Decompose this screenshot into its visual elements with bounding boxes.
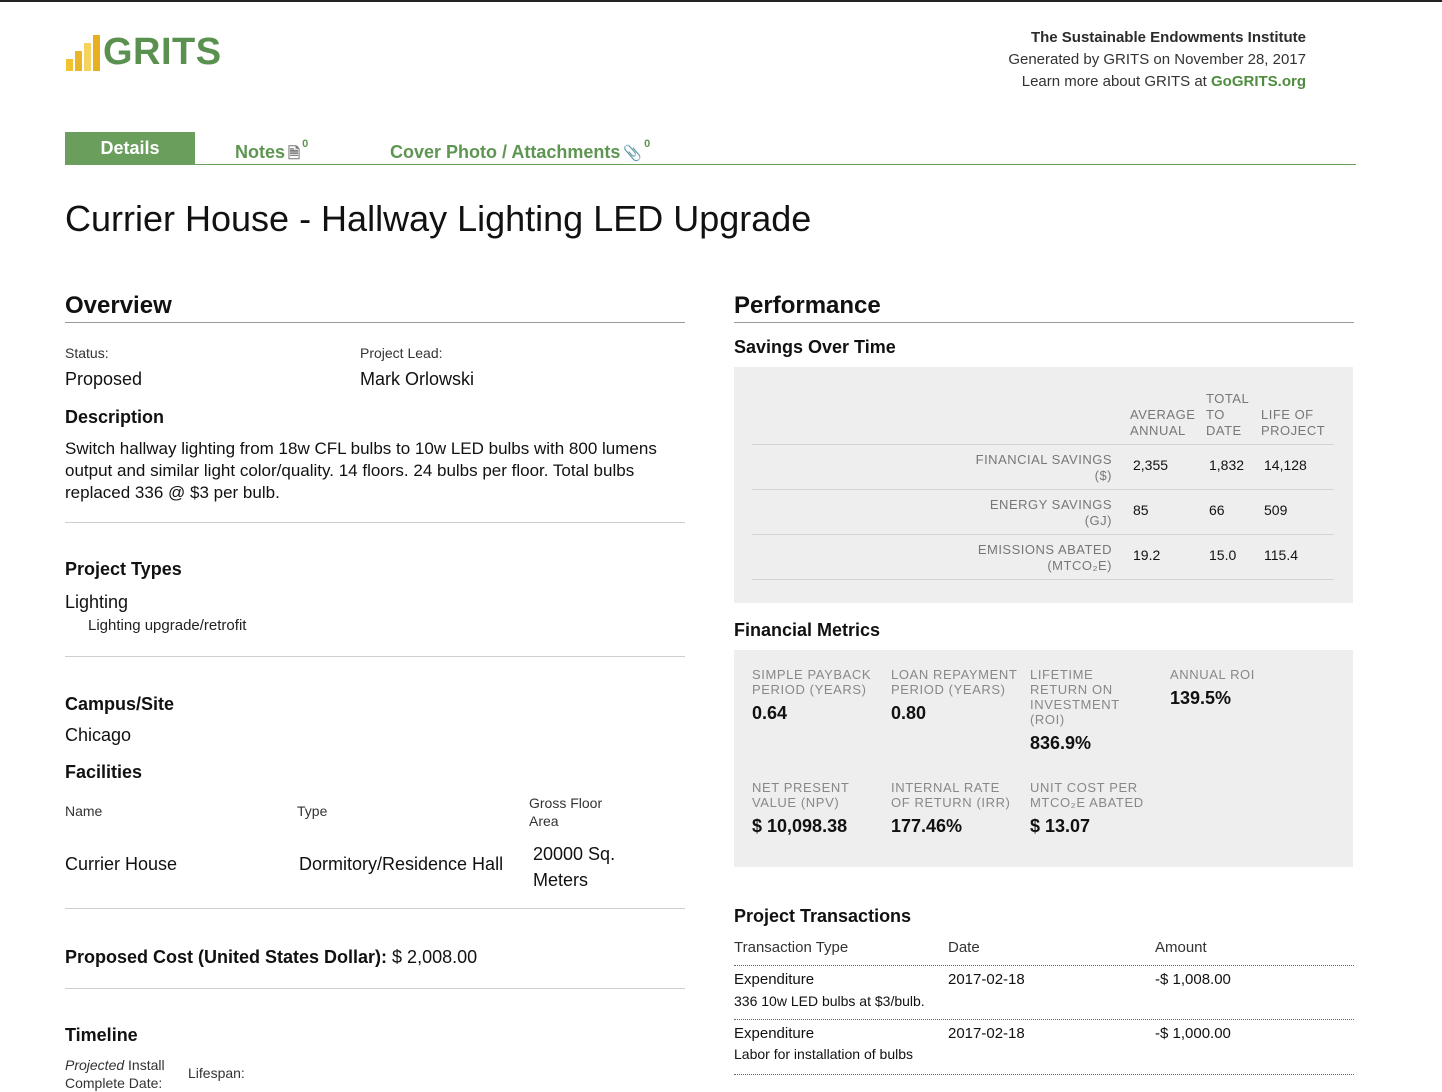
savings-cell: 85: [1133, 502, 1149, 518]
project-subtype: Lighting upgrade/retrofit: [88, 617, 247, 634]
tx-date: 2017-02-18: [948, 1025, 1025, 1042]
page-title: Currier House - Hallway Lighting LED Upgrade: [65, 198, 812, 239]
performance-heading: Performance: [734, 292, 1354, 323]
campus-heading: Campus/Site: [65, 694, 175, 714]
overview-heading: Overview: [65, 292, 685, 323]
row-divider: [734, 1019, 1354, 1020]
metric-lifetime-roi: [1030, 667, 1140, 754]
savings-row-label: [757, 497, 1112, 529]
proposed-cost: [65, 947, 477, 968]
metric-value: $ 13.07: [1030, 816, 1091, 836]
description-heading: Description: [65, 407, 165, 427]
org-info: [1008, 27, 1306, 93]
grits-logo: [66, 29, 222, 71]
savings-cell: 115.4: [1264, 547, 1298, 563]
transactions-heading: Project Transactions: [734, 906, 912, 926]
metric-value: 0.80: [891, 703, 927, 723]
row-divider: [752, 489, 1334, 490]
document-icon: 🗎: [288, 145, 301, 162]
metric-label: SIMPLE PAYBACK PERIOD (YEARS): [752, 667, 872, 697]
tx-type: Expenditure: [734, 1025, 815, 1042]
org-name: The Sustainable Endowments Institute: [1030, 29, 1306, 46]
row-divider: [734, 965, 1354, 966]
savings-cell: 1,832: [1209, 457, 1245, 473]
projected-rest: Install Complete Date:: [65, 1057, 165, 1091]
tx-col-date: Date: [948, 939, 980, 956]
attachments-count: 0: [644, 138, 651, 150]
metric-value: 0.64: [752, 703, 788, 723]
divider: [65, 988, 685, 989]
facility-area: 20000 Sq. Meters: [533, 844, 616, 890]
tx-note: Labor for installation of bulbs: [734, 1046, 913, 1062]
savings-col-life: LIFE OF PROJECT: [1261, 407, 1326, 438]
tab-attachments-label: Cover Photo / Attachments: [390, 142, 621, 162]
financial-metrics-box: [734, 650, 1353, 867]
savings-col-average: AVERAGE ANNUAL: [1130, 407, 1196, 438]
table-row: [734, 1025, 1354, 1073]
description-text: Switch hallway lighting from 18w CFL bulbs to 10w LED bulbs with 800 lumens output and similar light color/quality. 14 floors. 24 bulbs per floor. Total bulbs replaced 336 @ $3 per bulb.: [65, 439, 657, 502]
metric-loan-repayment: [891, 667, 1021, 724]
metric-simple-payback: [752, 667, 882, 724]
tab-details[interactable]: Details: [65, 132, 195, 164]
status-label: Status:: [65, 345, 109, 361]
metric-unit-cost: [1030, 780, 1155, 837]
metric-label: LOAN REPAYMENT PERIOD (YEARS): [891, 667, 1018, 697]
facilities-col-type: Type: [297, 803, 328, 819]
metric-annual-roi: [1170, 667, 1300, 709]
savings-cell: 14,128: [1264, 457, 1307, 473]
metric-value: 177.46%: [891, 816, 963, 836]
savings-row-label-1: ENERGY SAVINGS: [989, 497, 1112, 512]
projected-prefix: Projected: [65, 1057, 125, 1073]
savings-cell: 66: [1209, 502, 1225, 518]
project-lead-label: Project Lead:: [360, 345, 443, 361]
facilities-heading: Facilities: [65, 762, 143, 782]
savings-row-label-1: EMISSIONS ABATED: [977, 542, 1112, 557]
row-divider: [734, 1074, 1354, 1075]
financial-metrics-heading: Financial Metrics: [734, 620, 881, 640]
metric-irr: [891, 780, 1021, 837]
savings-row-unit: (GJ): [1084, 513, 1112, 528]
tx-note: 336 10w LED bulbs at $3/bulb.: [734, 993, 925, 1009]
tab-notes[interactable]: [235, 132, 308, 164]
tab-bar: [65, 132, 1356, 165]
paperclip-icon: 📎: [623, 145, 643, 162]
row-divider: [752, 534, 1334, 535]
metric-label: UNIT COST PER MTCO₂E ABATED: [1030, 780, 1144, 810]
savings-cell: 2,355: [1133, 457, 1169, 473]
savings-cell: 15.0: [1209, 547, 1237, 563]
proposed-cost-label: Proposed Cost (United States Dollar):: [65, 947, 388, 967]
tx-col-amount: Amount: [1155, 939, 1207, 956]
divider: [65, 522, 685, 523]
tx-date: 2017-02-18: [948, 971, 1025, 988]
generated-date: Generated by GRITS on November 28, 2017: [1008, 51, 1306, 68]
proposed-cost-value: $ 2,008.00: [392, 947, 478, 967]
metric-label: INTERNAL RATE OF RETURN (IRR): [891, 780, 1011, 810]
divider: [65, 908, 685, 909]
tx-amount: -$ 1,000.00: [1155, 1025, 1231, 1042]
logo-text: GRITS: [103, 31, 222, 73]
metric-npv: [752, 780, 882, 837]
metric-value: $ 10,098.38: [752, 816, 848, 836]
metric-value: 139.5%: [1170, 688, 1232, 708]
savings-cell: 19.2: [1133, 547, 1161, 563]
tx-type: Expenditure: [734, 971, 815, 988]
savings-row-label-1: FINANCIAL SAVINGS: [975, 452, 1112, 467]
row-divider: [752, 444, 1334, 445]
savings-row-label: [757, 452, 1112, 484]
metric-label: ANNUAL ROI: [1170, 667, 1255, 682]
metric-label: NET PRESENT VALUE (NPV): [752, 780, 850, 810]
divider: [65, 656, 685, 657]
savings-row-label: [757, 542, 1112, 574]
facility-type: Dormitory/Residence Hall: [299, 854, 504, 874]
metric-label: LIFETIME RETURN ON INVESTMENT (ROI): [1030, 667, 1120, 727]
row-divider: [752, 579, 1334, 580]
campus-value: Chicago: [65, 725, 132, 745]
gogrits-link[interactable]: GoGRITS.org: [1211, 73, 1306, 90]
project-types-heading: Project Types: [65, 559, 182, 579]
logo-bars-icon: [66, 35, 100, 71]
savings-cell: 509: [1264, 502, 1288, 518]
lifespan-label: Lifespan:: [188, 1065, 245, 1081]
facility-name: Currier House: [65, 854, 178, 874]
savings-row-unit: (MTCO₂E): [1047, 558, 1112, 573]
facilities-col-name: Name: [65, 803, 103, 819]
tx-col-type: Transaction Type: [734, 939, 849, 956]
table-row: [734, 971, 1354, 1019]
tab-notes-label: Notes: [235, 142, 286, 162]
learn-more: [1008, 71, 1306, 93]
timeline-heading: Timeline: [65, 1025, 138, 1045]
projected-install-label: [65, 1056, 180, 1092]
project-type: Lighting: [65, 592, 129, 612]
learn-more-text: Learn more about GRITS at: [1021, 73, 1211, 90]
tx-amount: -$ 1,008.00: [1155, 971, 1231, 988]
metric-value: 836.9%: [1030, 733, 1092, 753]
savings-table: [734, 367, 1353, 603]
savings-col-total: TOTAL TO DATE: [1206, 391, 1249, 438]
project-lead-value: Mark Orlowski: [360, 369, 475, 389]
status-value: Proposed: [65, 369, 143, 389]
savings-row-unit: ($): [1094, 468, 1112, 483]
savings-heading: Savings Over Time: [734, 337, 896, 357]
tab-attachments[interactable]: [390, 132, 650, 164]
facilities-col-area: Gross Floor Area: [529, 795, 603, 829]
notes-count: 0: [302, 138, 309, 150]
